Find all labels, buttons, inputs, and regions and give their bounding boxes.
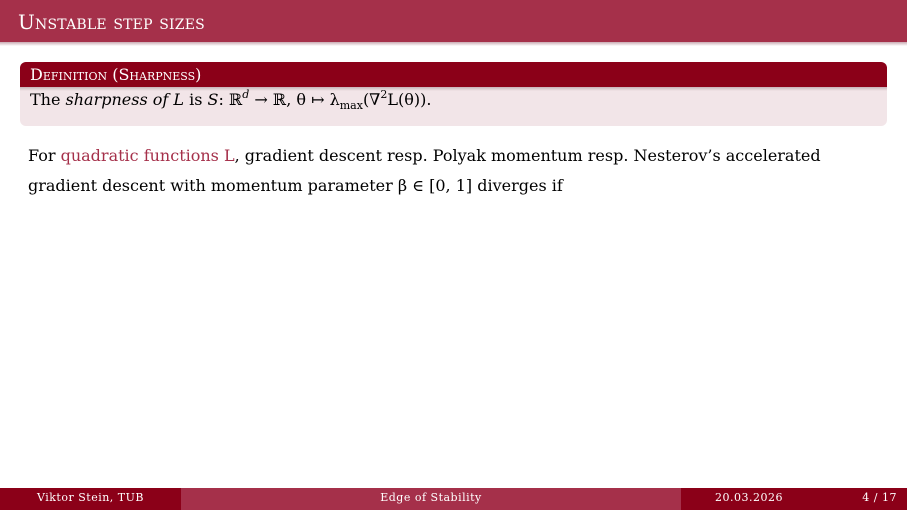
definition-mapping: → ℝ, θ ↦ λ (249, 90, 340, 109)
definition-heading: Definition (Sharpness) (20, 62, 887, 87)
paragraph-rest: , gradient descent resp. Polyak momentum resp. Nesterov’s accelerated gradient descent with momentum parameter β ∈ [0, 1] diverges if (28, 146, 821, 195)
frame-title: Unstable step sizes (18, 10, 205, 34)
definition-mid: is (184, 90, 208, 109)
footer-page-cell (817, 488, 907, 510)
body-paragraph (28, 141, 878, 201)
footer-page-number: 4 / 17 (862, 491, 897, 504)
definition-lead: The (30, 90, 66, 109)
definition-block (20, 62, 887, 126)
nabla-superscript: 2 (380, 88, 388, 101)
sharpness-symbol: S (207, 90, 219, 109)
quadratic-functions-link[interactable]: quadratic functions L (60, 146, 235, 165)
frame-title-bar (0, 0, 907, 42)
definition-nabla: (∇ (362, 90, 381, 109)
paragraph-lead: For (28, 146, 61, 165)
definition-body (20, 88, 887, 114)
definition-term: sharpness of L (65, 90, 185, 109)
footer-author: Viktor Stein, TUB (0, 488, 181, 510)
footer-bar (0, 488, 907, 510)
definition-tail: L(θ)). (387, 90, 432, 109)
lambda-subscript: max (339, 99, 363, 112)
definition-domain: : ℝ (218, 90, 243, 109)
footer-date: 20.03.2026 (681, 488, 817, 510)
footer-title: Edge of Stability (181, 488, 681, 510)
dimension-superscript: d (242, 88, 250, 101)
frame-title-shadow (0, 42, 907, 46)
